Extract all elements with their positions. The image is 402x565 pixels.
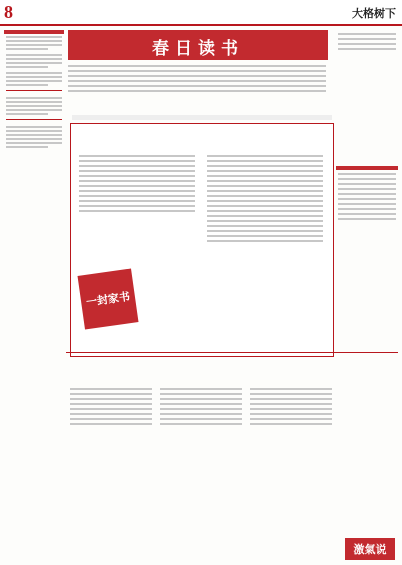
poem-stanza: [4, 72, 64, 86]
header-rule: [0, 24, 402, 26]
article-column: [158, 385, 244, 428]
article-column: [68, 385, 154, 428]
corner-tag: 激氣说: [345, 538, 395, 560]
left-poem-column: [4, 30, 64, 440]
section-title: 大格树下: [352, 7, 396, 20]
letter-box: [70, 123, 334, 357]
right-column-title: [336, 166, 398, 170]
poem-stanza: [4, 126, 64, 148]
title-banner: [68, 30, 328, 60]
letter-stamp: 一封家书: [78, 269, 139, 330]
banner-title: 春日读书: [152, 39, 244, 59]
banner-poem: [66, 62, 328, 114]
separator-band: [72, 115, 332, 120]
page-number: 8: [4, 2, 13, 22]
poem-stanza: [4, 97, 64, 115]
letter-column: [205, 152, 325, 245]
poem-stanza: [4, 54, 64, 68]
article-column: [248, 385, 334, 428]
poem-stanza: [4, 36, 64, 50]
letter-column: [77, 152, 197, 215]
left-column-title: [4, 30, 64, 34]
page-header: [0, 0, 402, 26]
section-divider: [66, 352, 398, 353]
right-column: [336, 30, 398, 440]
